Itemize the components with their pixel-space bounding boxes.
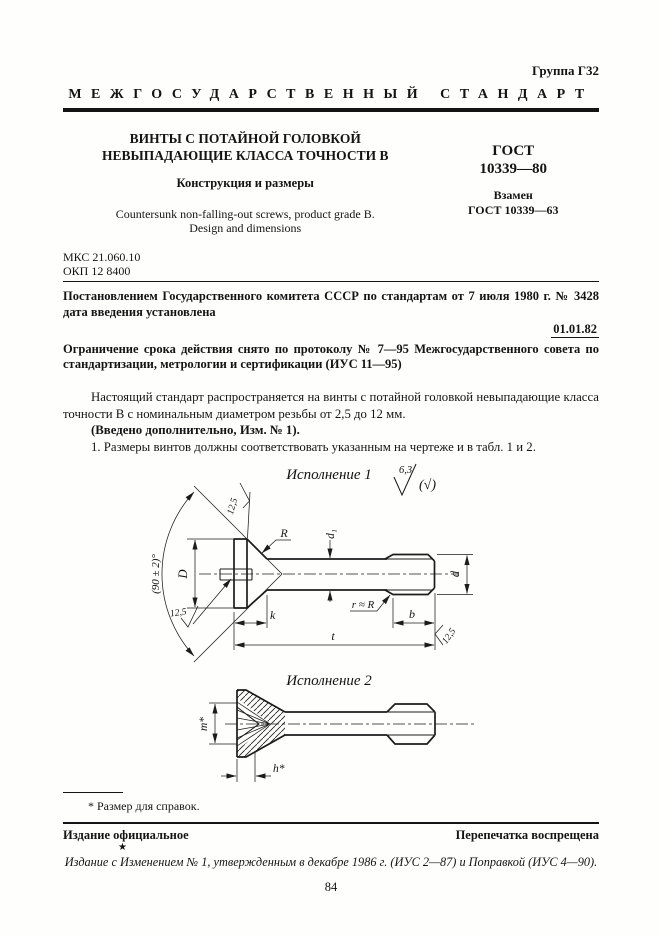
limitation-paragraph: Ограничение срока действия снято по протоколу № 7—95 Межгосударственного совета по стандартизации, метрологии и сертификации (ИУС 11—95)	[63, 341, 599, 372]
introduction-date: 01.01.82	[553, 321, 597, 336]
edition-note: Издание с Изменением № 1, утвержденным в декабре 1986 г. (ИУС 2—87) и Поправкой (ИУС 4—90).	[64, 855, 598, 870]
screw-outline	[220, 539, 435, 608]
svg-text:k: k	[270, 607, 276, 622]
svg-text:6,3: 6,3	[399, 464, 413, 476]
svg-text:t: t	[331, 628, 335, 643]
title-en-line2: Design and dimensions	[189, 221, 302, 236]
svg-text:12,5: 12,5	[440, 626, 459, 647]
gost-block	[427, 130, 599, 236]
svg-text:D: D	[176, 569, 190, 579]
sectioned-head	[237, 690, 285, 757]
radius-rR-callout	[350, 595, 390, 611]
gost-label: ГОСТ	[492, 142, 535, 159]
dimension-h	[221, 752, 285, 782]
footnote-separator	[63, 792, 123, 793]
header-rule	[63, 108, 599, 112]
title-line1: ВИНТЫ С ПОТАЙНОЙ ГОЛОВКОЙ	[129, 130, 361, 146]
mks-code: МКС 21.060.10	[63, 249, 141, 264]
svg-text:12,5: 12,5	[225, 497, 241, 516]
footnote-text: * Размер для справок.	[88, 798, 200, 813]
dimension-m	[198, 703, 237, 744]
dimension-d1	[325, 529, 337, 602]
group-label: Группа Г32	[531, 63, 599, 78]
dimension-D	[176, 539, 233, 608]
title-section	[63, 130, 599, 236]
svg-text:R: R	[280, 525, 288, 540]
standard-type-header: МЕЖГОСУДАРСТВЕННЫЙ СТАНДАРТ	[68, 87, 594, 102]
dimension-k	[234, 595, 276, 650]
reprint-prohibited-label: Перепечатка воспрещена	[455, 828, 599, 843]
replaces-value: ГОСТ 10339—63	[467, 202, 559, 217]
svg-text:d: d	[448, 570, 462, 578]
drawing-ispolnenie-1	[137, 462, 537, 672]
official-edition-label: Издание официальное	[63, 828, 189, 843]
roughness-symbol-general	[394, 464, 436, 495]
roughness-end	[435, 625, 458, 646]
svg-text:12,5: 12,5	[169, 607, 188, 620]
codes-rule	[63, 281, 599, 282]
svg-text:(90 ± 2)°: (90 ± 2)°	[150, 554, 162, 594]
page-number: 84	[324, 880, 338, 895]
drawing2-caption: Исполнение 2	[286, 672, 372, 689]
body-paragraph-2: (Введено дополнительно, Изм. № 1).	[91, 423, 300, 438]
classification-codes	[63, 250, 599, 279]
dimension-b	[393, 598, 434, 628]
body-paragraph-3: 1. Размеры винтов должны соответствовать указанным на чертеже и в табл. 1 и 2.	[91, 439, 536, 454]
subtitle: Конструкция и размеры	[176, 175, 314, 190]
svg-text:m*: m*	[198, 716, 210, 731]
dimension-t	[235, 593, 435, 650]
footer-row	[63, 828, 599, 843]
title-left-column	[63, 130, 427, 236]
gost-number: 10339—80	[479, 160, 547, 177]
title-line2: НЕВЫПАДАЮЩИЕ КЛАССА ТОЧНОСТИ В	[101, 148, 389, 164]
decree-paragraph: Постановлением Государственного комитета СССР по стандартам от 7 июля 1980 г. № 3428 дата введения установлена	[63, 289, 599, 319]
svg-text:d₁: d₁	[325, 529, 337, 539]
footer-rule	[63, 822, 599, 825]
drawing1-caption: Исполнение 1	[286, 466, 372, 483]
svg-text:(√): (√)	[419, 477, 437, 493]
okp-code: ОКП 12 8400	[63, 264, 131, 279]
star-icon: ★	[118, 842, 127, 854]
svg-text:h*: h*	[273, 762, 285, 775]
svg-text:r ≈ R: r ≈ R	[351, 598, 375, 611]
body-text	[63, 389, 599, 455]
fillet-R-callout	[262, 526, 291, 553]
title-en-line1: Countersunk non-falling-out screws, product grade B.	[115, 206, 375, 221]
svg-text:b: b	[409, 606, 415, 621]
body-paragraph-1: Настоящий стандарт распространяется на винты с потайной головкой невыпадающие класса точности В с номинальным диаметром резьбы от 2,5 до 12 мм.	[63, 390, 599, 421]
dimension-d	[437, 554, 473, 594]
drawing-ispolnenie-2	[137, 672, 537, 788]
roughness-slot	[169, 579, 231, 627]
replaces-label: Взамен	[493, 187, 533, 202]
